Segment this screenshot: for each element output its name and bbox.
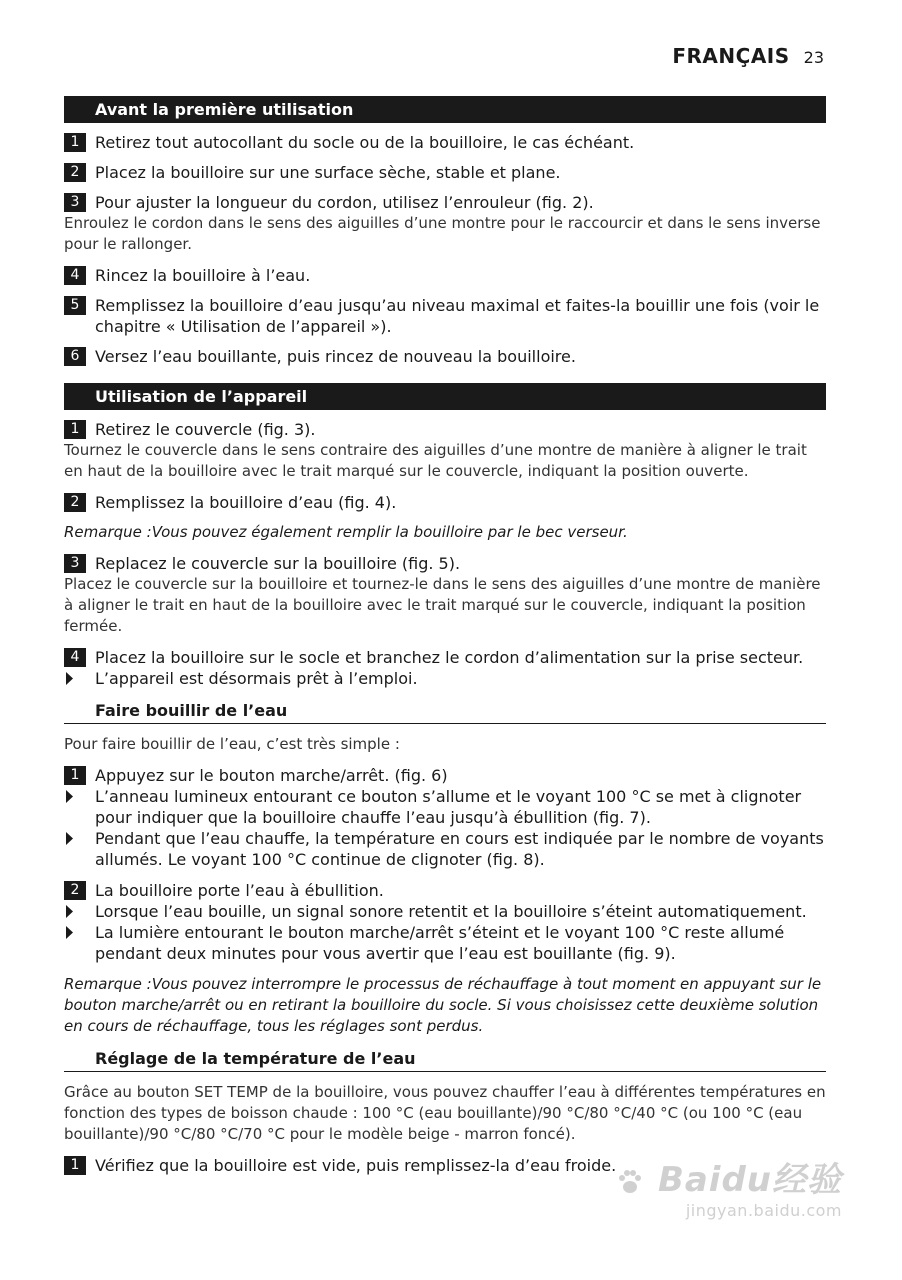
language-label: FRANÇAIS — [672, 44, 790, 68]
step-text: Vérifiez que la bouilloire est vide, puis remplissez-la d’eau froide. — [95, 1156, 617, 1175]
bullet-text: Pendant que l’eau chauffe, la température en cours est indiquée par le nombre de voyants allumés. Le voyant 100 °C continue de clignoter (fig. 8). — [95, 829, 824, 869]
page-content — [64, 96, 826, 1185]
step-item — [64, 880, 826, 901]
step-detail: Tournez le couvercle dans le sens contraire des aiguilles d’une montre de manière à aligner le trait en haut de la bouilloire avec le trait marqué sur le couvercle, indiquant la position ouverte. — [64, 441, 807, 480]
step-item — [64, 419, 826, 440]
bullet-list — [64, 668, 826, 689]
step-detail: Enroulez le cordon dans le sens des aiguilles d’une montre pour le raccourcir et dans le sens inverse pour le rallonger. — [64, 214, 821, 253]
bullet-list — [64, 786, 826, 870]
step-item — [64, 647, 826, 668]
step-number: 4 — [64, 648, 86, 667]
step-text: Versez l’eau bouillante, puis rincez de nouveau la bouilloire. — [95, 347, 576, 366]
step-text: Rincez la bouilloire à l’eau. — [95, 266, 311, 285]
step-number: 2 — [64, 881, 86, 900]
step-text: Placez la bouilloire sur une surface sèche, stable et plane. — [95, 163, 561, 182]
bullet-arrow-icon — [64, 905, 74, 918]
section-heading-first-use: Avant la première utilisation — [64, 96, 826, 123]
intro-text: Pour faire bouillir de l’eau, c’est très simple : — [64, 735, 400, 753]
subheading-temperature: Réglage de la température de l’eau — [64, 1047, 826, 1072]
step-number: 2 — [64, 163, 86, 182]
step-item — [64, 765, 826, 786]
step-text: Remplissez la bouilloire d’eau jusqu’au niveau maximal et faites-la bouillir une fois (voir le chapitre « Utilisation de l’appareil »). — [95, 296, 820, 336]
bullet-item — [64, 786, 826, 828]
step-detail: Placez le couvercle sur la bouilloire et tournez-le dans le sens des aiguilles d’une montre de manière à aligner le trait en haut de la bouilloire avec le trait marqué sur le couvercle, indiquant la position fermée. — [64, 575, 821, 635]
step-number: 2 — [64, 493, 86, 512]
step-text: Remplissez la bouilloire d’eau (fig. 4). — [95, 493, 397, 512]
bullet-text: L’appareil est désormais prêt à l’emploi. — [95, 669, 418, 688]
step-item — [64, 162, 826, 183]
step-text: Retirez tout autocollant du socle ou de la bouilloire, le cas échéant. — [95, 133, 635, 152]
step-number: 3 — [64, 193, 86, 212]
step-item — [64, 295, 826, 337]
section-heading-usage: Utilisation de l’appareil — [64, 383, 826, 410]
step-text: Retirez le couvercle (fig. 3). — [95, 420, 316, 439]
step-number: 1 — [64, 766, 86, 785]
step-number: 1 — [64, 1156, 86, 1175]
bullet-item — [64, 901, 826, 922]
step-item — [64, 492, 826, 513]
step-item — [64, 265, 826, 286]
bullet-item — [64, 828, 826, 870]
intro-text: Grâce au bouton SET TEMP de la bouilloire, vous pouvez chauffer l’eau à différentes températures en fonction des types de boisson chaude : 100 °C (eau bouillante)/90 °C/80 °C/40 °C (ou 100 °C (eau bouillante)/90 °C/80 °C/70 °C pour le modèle beige - marron foncé). — [64, 1083, 826, 1143]
step-text: La bouilloire porte l’eau à ébullition. — [95, 881, 384, 900]
bullet-text: L’anneau lumineux entourant ce bouton s’allume et le voyant 100 °C se met à clignoter pour indiquer que la bouilloire chauffe l’eau jusqu’à ébullition (fig. 7). — [95, 787, 802, 827]
bullet-item — [64, 668, 826, 689]
step-number: 5 — [64, 296, 86, 315]
paw-icon — [615, 1167, 645, 1197]
step-text: Appuyez sur le bouton marche/arrêt. (fig. 6) — [95, 766, 448, 785]
watermark-logo-text: Baidu经验 — [657, 1160, 842, 1200]
step-number: 3 — [64, 554, 86, 573]
bullet-text: Lorsque l’eau bouille, un signal sonore retentit et la bouilloire s’éteint automatiquement. — [95, 902, 807, 921]
step-text: Pour ajuster la longueur du cordon, utilisez l’enrouleur (fig. 2). — [95, 193, 594, 212]
step-number: 1 — [64, 420, 86, 439]
page-header — [672, 44, 824, 68]
step-item — [64, 192, 826, 213]
baidu-watermark — [615, 1152, 842, 1220]
step-item — [64, 553, 826, 574]
watermark-logo — [615, 1152, 842, 1201]
note-text: Remarque :Vous pouvez interrompre le processus de réchauffage à tout moment en appuyant sur le bouton marche/arrêt ou en retirant la bouilloire du socle. Si vous choisissez cette deuxième solution en cours de réchauffage, tous les réglages sont perdus. — [64, 975, 822, 1035]
step-number: 6 — [64, 347, 86, 366]
bullet-arrow-icon — [64, 672, 74, 685]
bullet-arrow-icon — [64, 926, 74, 939]
note-text: Remarque :Vous pouvez également remplir la bouilloire par le bec verseur. — [64, 523, 628, 541]
page-number: 23 — [803, 48, 824, 67]
bullet-arrow-icon — [64, 832, 74, 845]
bullet-item — [64, 922, 826, 964]
step-item — [64, 132, 826, 153]
bullet-list — [64, 901, 826, 964]
step-number: 4 — [64, 266, 86, 285]
step-number: 1 — [64, 133, 86, 152]
bullet-arrow-icon — [64, 790, 74, 803]
step-text: Replacez le couvercle sur la bouilloire (fig. 5). — [95, 554, 461, 573]
bullet-text: La lumière entourant le bouton marche/arrêt s’éteint et le voyant 100 °C reste allumé pendant deux minutes pour vous avertir que l’eau est bouillante (fig. 9). — [95, 923, 785, 963]
step-text: Placez la bouilloire sur le socle et branchez le cordon d’alimentation sur la prise secteur. — [95, 648, 804, 667]
watermark-url: jingyan.baidu.com — [685, 1201, 842, 1220]
step-item — [64, 346, 826, 367]
subheading-boil: Faire bouillir de l’eau — [64, 699, 826, 724]
